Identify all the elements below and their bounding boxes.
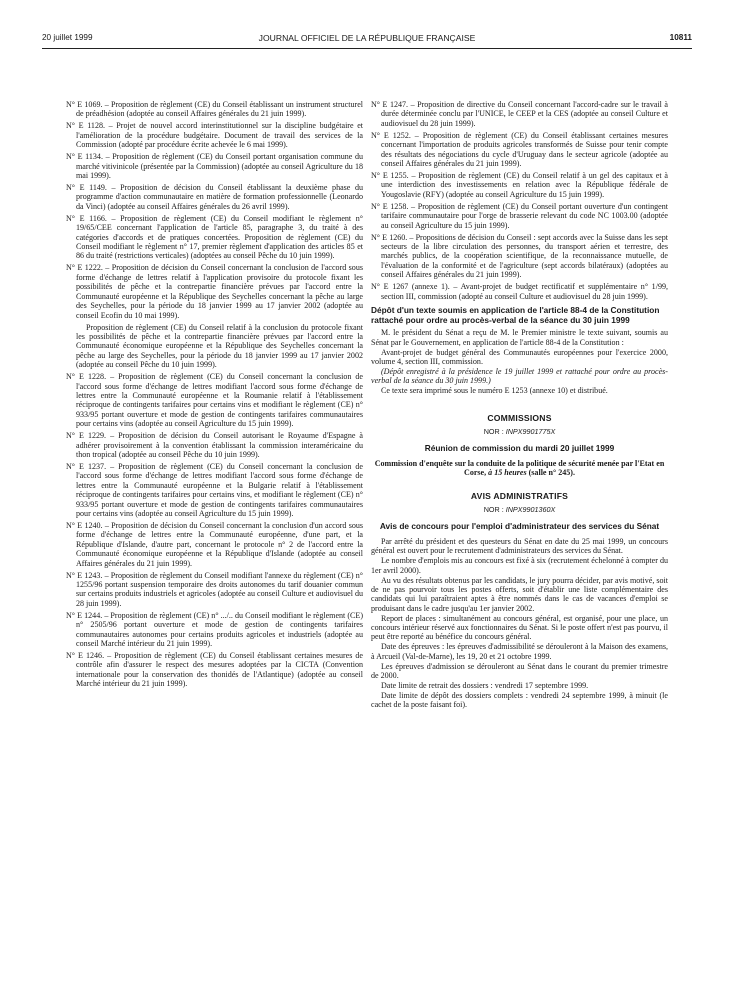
entry-reference: N° E 1134. [66, 152, 103, 162]
legislative-entry [66, 462, 363, 518]
entry-text: – Avant-projet de budget rectificatif et supplémentaire n° 1/99, section III, commission (adopté au conseil Culture et audiovisuel du 28 juin 1999). [381, 282, 668, 301]
entry-text: Proposition de règlement (CE) du Conseil relatif à la conclusion du protocole fixant les possibilités de pêche et la contrepartie financière prévues par l'accord entre la Communauté économique européenne et la République des Seychelles concernant la pêche au large des Seychelles, pour la période du 18 janvier 1999 au 17 janvier 2002 (adoptée au conseil Pêche du 10 juin 1999). [76, 322, 363, 370]
legislative-entry [76, 323, 363, 370]
avis-paragraph: Par arrêté du président et des questeurs du Sénat en date du 25 mai 1999, un concours général est ouvert pour le recrutement d'administrateurs des services du Sénat. [371, 536, 668, 556]
legislative-entry [66, 152, 363, 180]
commission-notice: Commission d'enquête sur la conduite de la politique de sécurité menée par l'Etat en Corse, à 15 heures (salle n° 245). [374, 458, 665, 478]
nor-label: NOR : [483, 427, 504, 437]
entry-reference: N° E 1244. [66, 610, 103, 620]
avis-paragraph: Date limite de dépôt des dossiers complets : vendredi 24 septembre 1999, à minuit (le cachet de la poste faisant foi). [371, 690, 668, 710]
entry-text: – Proposition de règlement (CE) du Conseil établissant certaines mesures concernant l'importation de produits agricoles transformés de Suisse pour tenir compte des résultats des négociations du cycle d'Uruguay dans le secteur agricole (adoptée au conseil Affaires générales du 21 juin 1999). [381, 130, 668, 169]
entry-reference: N° E 1247. [371, 100, 409, 109]
entry-text: – Proposition de décision du Conseil concernant la conclusion d'un accord sous forme d'échange de lettres entre la Communauté européenne, d'une part, et la République d'Islande, d'autre part, concernant le protocole n° 2 de l'accord entre la Communauté économique européenne et la République d'Islande (adoptée au conseil Affaires générales du 21 juin 1999). [76, 521, 364, 568]
legislative-entry [66, 121, 363, 149]
entry-text: – Proposition de règlement (CE) du Conseil établissant un instrument structurel de préadhésion (adoptée au conseil Affaires générales du 21 juin 1999). [76, 100, 363, 119]
entry-text: – Propositions de décision du Conseil : sept accords avec la Suisse dans les sept secteurs de la libre circulation des personnes, du transport aérien et terrestre, des marchés publics, de la coopération scientifique, de la reconnaissance mutuelle, de l'évaluation de la conformité et de l'agriculture (sept accords bilatéraux) (adoptées au conseil Affaires générales du 21 juin 1999). [381, 232, 668, 280]
entry-reference: N° E 1246. [66, 651, 105, 661]
avis-paragraph: Le nombre d'emplois mis au concours est fixé à six (recrutement échelonné à compter du 1er avril 2000). [371, 556, 668, 575]
avis-paragraph: Report de places : simultanément au concours général, est organisé, pour une place, un concours intérieur réservé aux fonctionnaires du Sénat. Si le poste offert n'est pas pourvu, il peut être reporté au bénéfice du concours général. [371, 613, 668, 642]
legislative-entry [66, 214, 363, 261]
legislative-entry [66, 263, 363, 319]
entry-reference: N° E 1267 (annexe 1). [371, 282, 450, 292]
entry-text: – Proposition de décision du Conseil établissant la deuxième phase du programme d'action communautaire en matière de formation professionnelle (Leonardo da Vinci) (adoptée au conseil Affaires générales du 26 avril 1999). [76, 183, 364, 211]
avis-paragraph: Au vu des résultats obtenus par les candidats, le jury pourra décider, par avis motivé, soit de ne pas pourvoir tous les postes offerts, soit d'établir une liste complémentaire des candidats qui lui paraîtraient aptes à être nommés dans le cas de vacances d'emploi se produisant dans le cadre jusqu'au 1er janvier 2002. [371, 575, 668, 613]
avis-paragraphs [371, 537, 668, 710]
entry-reference: N° E 1229. [66, 431, 107, 441]
legislative-entry [371, 202, 668, 230]
legislative-entry [371, 171, 668, 199]
entry-reference: N° E 1252. [371, 130, 411, 140]
entry-text: – Proposition de règlement (CE) du Conseil établissant certaines mesures de contrôle afin d'assurer le respect des mesures adoptées par la CICTA (Convention internationale pour la conservation des thonidés de l'Atlantique) (adoptée au conseil Marché intérieur du 21 juin 1999). [76, 651, 363, 689]
depot-paragraph: M. le président du Sénat a reçu de M. le Premier ministre le texte suivant, soumis au Sénat par le Gouvernement, en application de l'article 88-4 de la Constitution : [371, 328, 668, 347]
avis-subheading: Avis de concours pour l'emploi d'administrateur des services du Sénat [379, 521, 660, 532]
entry-text: – Projet de nouvel accord interinstitutionnel sur la discipline budgétaire et l'amélioration de la procédure budgétaire. Document de travail des services de la Commission (adopté par procédure écrite achevée le 6 mai 1999). [76, 121, 363, 150]
nor-code: INPX9901775X [505, 427, 556, 437]
legislative-entry [371, 131, 668, 169]
entry-text: – Proposition de règlement (CE) du Conseil portant ouverture d'un contingent tarifaire communautaire pour l'orge de brasserie relevant du code NC 1003.00 (adoptée au conseil Agriculture du 15 juin 1999). [381, 201, 669, 230]
legislative-entry [66, 431, 363, 459]
legislative-entry [66, 372, 363, 428]
right-column [371, 100, 668, 710]
entry-reference: N° E 1222. [66, 263, 103, 273]
commissions-subheading: Réunion de commission du mardi 20 juillet 1999 [424, 443, 615, 454]
avis-paragraph: Les épreuves d'admission se dérouleront au Sénat dans le courant du premier trimestre de 2000. [371, 661, 668, 681]
entry-reference: N° E 1128. [66, 121, 106, 131]
header-page-number: 10811 [669, 33, 692, 42]
avis-nor [371, 505, 668, 514]
entry-text: – Proposition de règlement (CE) n° .../.. du Conseil modifiant le règlement (CE) n° 2505/96 portant ouverture et mode de gestion de contingents tarifaires communautaires autonomes pour certains produits agricoles et industriels (adoptée au conseil Marché intérieur du 21 juin 1999). [76, 610, 363, 649]
entry-text: – Proposition de règlement (CE) du Conseil concernant la conclusion de l'accord sous forme d'échange de lettres modifiant l'accord sous forme d'échange de lettres entre la Communauté européenne et la Roumanie relatif à l'établissement réciproque de contingents tarifaires pour certains vins et modifiant le règlement (CE) n° 933/95 portant ouverture et mode de gestion de contingents tarifaires communautaires pour certains vins (adoptée au conseil Agriculture du 15 juin 1999). [76, 372, 364, 429]
entry-reference: N° E 1258. [371, 201, 409, 211]
depot-paragraph: Ce texte sera imprimé sous le numéro E 1253 (annexe 10) et distribué. [381, 386, 608, 396]
avis-paragraph: Date des épreuves : les épreuves d'admissibilité se dérouleront à la Maison des examens, à Arcueil (Val-de-Marne), les 19, 20 et 21 octobre 1999. [371, 642, 668, 661]
entry-reference: N° E 1228. [66, 372, 107, 382]
avis-heading: AVIS ADMINISTRATIFS [470, 490, 569, 501]
header-date: 20 juillet 1999 [42, 33, 93, 42]
entry-reference: N° E 1260. [371, 232, 408, 242]
legislative-entry [371, 100, 668, 128]
entry-text: – Proposition de règlement (CE) du Conseil relatif à un gel des capitaux et à une interdiction des investissements en relation avec la République fédérale de Yougoslavie (RFY) (adoptée au conseil Agriculture du 15 juin 1999). [381, 171, 668, 199]
legislative-entry [66, 571, 363, 609]
commissions-heading: COMMISSIONS [487, 412, 552, 423]
entry-text: – Proposition de directive du Conseil concernant l'accord-cadre sur le travail à durée déterminée conclu par l'UNICE, le CEEP et la CES (adoptée au conseil Culture et audiovisuel du 28 juin 1999). [381, 100, 668, 128]
entry-text: – Proposition de décision du Conseil concernant la conclusion de l'accord sous forme d'échange de lettres relatif à l'application provisoire du protocole fixant les possibilités de pêche et la contrepartie financière prévues par l'accord entre la Communauté européenne et la République des Seychelles concernant la pêche au large des Seychelles, pour la période du 18 janvier 1999 au 17 janvier 2002 (adoptée au conseil Ecofin du 10 mai 1999). [76, 263, 363, 320]
depot-note: (Dépôt enregistré à la présidence le 19 juillet 1999 et rattaché pour ordre au procès-verbal de la séance du 30 juin 1999.) [371, 366, 668, 386]
depot-heading: Dépôt d'un texte soumis en application de l'article 88-4 de la Constitution rattaché pour ordre au procès-verbal de la séance du 30 juin 1999 [371, 305, 660, 325]
entry-reference: N° E 1240. [66, 521, 103, 530]
entry-reference: N° E 1255. [371, 171, 409, 181]
entry-reference: N° E 1166. [66, 213, 107, 223]
entry-text: – Proposition de règlement (CE) du Conseil modifiant le règlement n° 19/65/CEE concernant l'application de l'article 85, paragraphe 3, du traité à des catégories d'accords et de pratiques concertées. Proposition de règlement (CE) du Conseil modifiant le règlement n° 17, premier règlement d'application des articles 85 et 86 du traité (restrictions verticales) (adoptées au conseil Pêche du 10 juin 1999). [76, 213, 363, 261]
entry-reference: N° E 1237. [66, 461, 107, 471]
legislative-entry [371, 282, 668, 301]
header-title: JOURNAL OFFICIEL DE LA RÉPUBLIQUE FRANÇAISE [258, 33, 476, 43]
entry-text: – Proposition de décision du Conseil autorisant le Royaume d'Espagne à adhérer provisoirement à la convention établissant la commission interaméricaine du thon tropical (adoptée au conseil Pêche du 10 juin 1999). [76, 431, 363, 459]
entry-reference: N° E 1149. [66, 183, 107, 193]
right-entries-list [371, 100, 668, 301]
entry-text: – Proposition de règlement du Conseil modifiant l'annexe du règlement (CE) n° 1255/96 portant suspension temporaire des droits autonomes du tarif douanier commun sur certains produits industriels et agricoles (adoptée au conseil Culture et audiovisuel du 28 juin 1999). [76, 570, 363, 608]
legislative-entry [66, 183, 363, 211]
nor-label: NOR : [483, 505, 504, 515]
depot-paragraph: Avant-projet de budget général des Communautés européennes pour l'exercice 2000, volume 4, section III, commission. [371, 347, 668, 366]
entry-text: – Proposition de règlement (CE) du Conseil concernant la conclusion de l'accord sous forme d'échange de lettres modifiant l'accord sous forme d'échange de lettres entre la Communauté européenne et la Bulgarie relatif à l'établissement réciproque de contingents tarifaires pour certains vins, et modifiant le règlement (CE) n° 933/95 portant ouverture et mode de gestion de contingents tarifaires communautaires pour certains vins (adoptée au conseil Agriculture du 15 juin 1999). [76, 461, 364, 518]
legislative-entry [371, 233, 668, 280]
left-column [66, 100, 363, 691]
entry-reference: N° E 1069. [66, 100, 103, 109]
entry-reference: N° E 1243. [66, 570, 103, 580]
legislative-entry [66, 100, 363, 119]
page-header [42, 33, 692, 47]
legislative-entry [66, 521, 363, 568]
commissions-nor [371, 427, 668, 436]
entry-text: – Proposition de règlement (CE) du Conseil portant organisation commune du marché vitivinicole (présentée par la Commission) (adoptée au conseil Agriculture du 18 mai 1999). [76, 152, 363, 181]
legislative-entry [66, 611, 363, 649]
header-rule [42, 48, 692, 49]
avis-paragraph: Date limite de retrait des dossiers : vendredi 17 septembre 1999. [381, 680, 589, 690]
nor-code: INPX9901360X [505, 505, 556, 515]
legislative-entry [66, 651, 363, 689]
